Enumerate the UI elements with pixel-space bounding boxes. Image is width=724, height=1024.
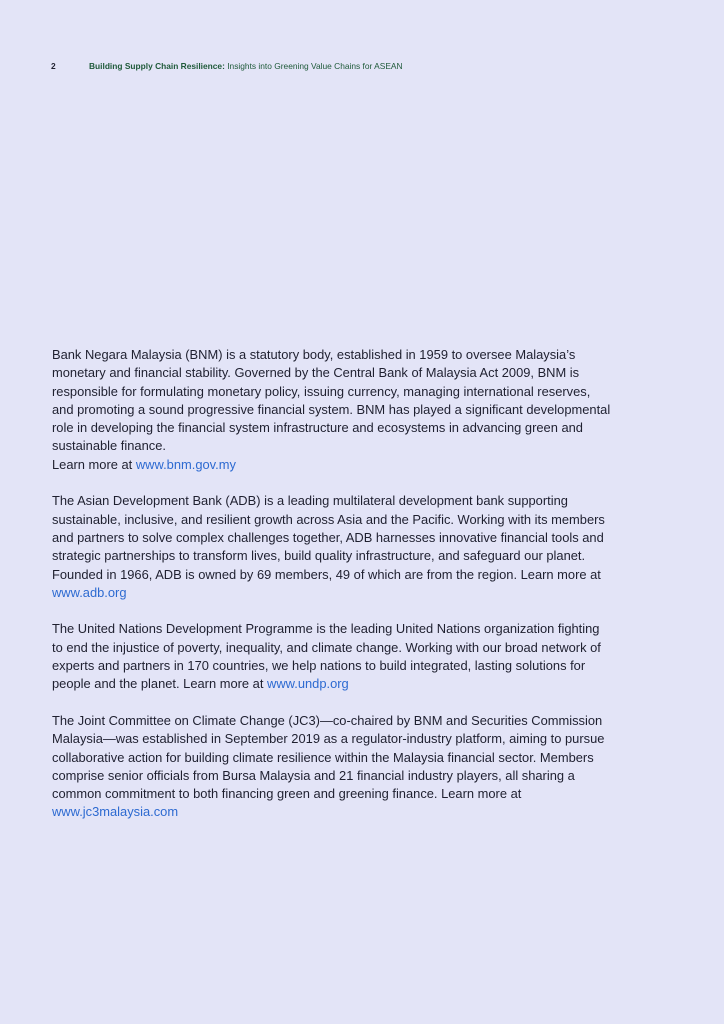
bnm-description: Bank Negara Malaysia (BNM) is a statutory body, established in 1959 to oversee Malaysia’s monetary and financial stability. Governed by the Central Bank of Malaysia Act 2009, BNM is responsible for formulating monetary policy, issuing currency, managing international reserves, and promoting a sound progressive financial system. BNM has played a significant developmental role in developing the financial system infrastructure and ecosystems in advancing green and sustainable finance. bbox=[52, 347, 611, 454]
undp-link[interactable]: www.undp.org bbox=[267, 676, 349, 692]
bnm-paragraph bbox=[52, 346, 612, 474]
page-number: 2 bbox=[51, 61, 56, 71]
running-header bbox=[51, 61, 403, 71]
adb-description: The Asian Development Bank (ADB) is a leading multilateral development bank supporting sustainable, inclusive, and resilient growth across Asia and the Pacific. Working with its members and partners to solve complex challenges together, ADB harnesses innovative financial tools and strategic partnerships to transform lives, build quality infrastructure, and safeguard our planet. Founded in 1966, ADB is owned by 69 members, 49 of which are from the region. Learn more at bbox=[52, 493, 605, 582]
undp-description: The United Nations Development Programme is the leading United Nations organization fighting to end the injustice of poverty, inequality, and climate change. Working with our broad network of experts and partners in 170 countries, we help nations to build integrated, lasting solutions for people and the planet. Learn more at bbox=[52, 621, 601, 692]
bnm-learn-more: Learn more at bbox=[52, 456, 133, 472]
bnm-link[interactable]: www.bnm.gov.my bbox=[135, 456, 236, 472]
undp-paragraph bbox=[52, 620, 612, 693]
report-title-bold: Building Supply Chain Resilience: bbox=[89, 61, 225, 71]
jc3-link[interactable]: www.jc3malaysia.com bbox=[52, 804, 179, 820]
adb-paragraph bbox=[52, 492, 612, 602]
jc3-description: The Joint Committee on Climate Change (JC3)—co-chaired by BNM and Securities Commission Malaysia—was established in September 2019 as a regulator-industry platform, aiming to pursue collaborative action for building climate resilience within the Malaysia financial sector. Members comprise senior officials from Bursa Malaysia and 21 financial industry players, all sharing a common commitment to both financing green and greening finance. Learn more at bbox=[52, 712, 605, 802]
report-title-subtitle: Insights into Greening Value Chains for ASEAN bbox=[227, 61, 403, 71]
jc3-paragraph bbox=[52, 712, 612, 822]
organization-descriptions bbox=[52, 346, 612, 840]
adb-link[interactable]: www.adb.org bbox=[52, 584, 127, 600]
